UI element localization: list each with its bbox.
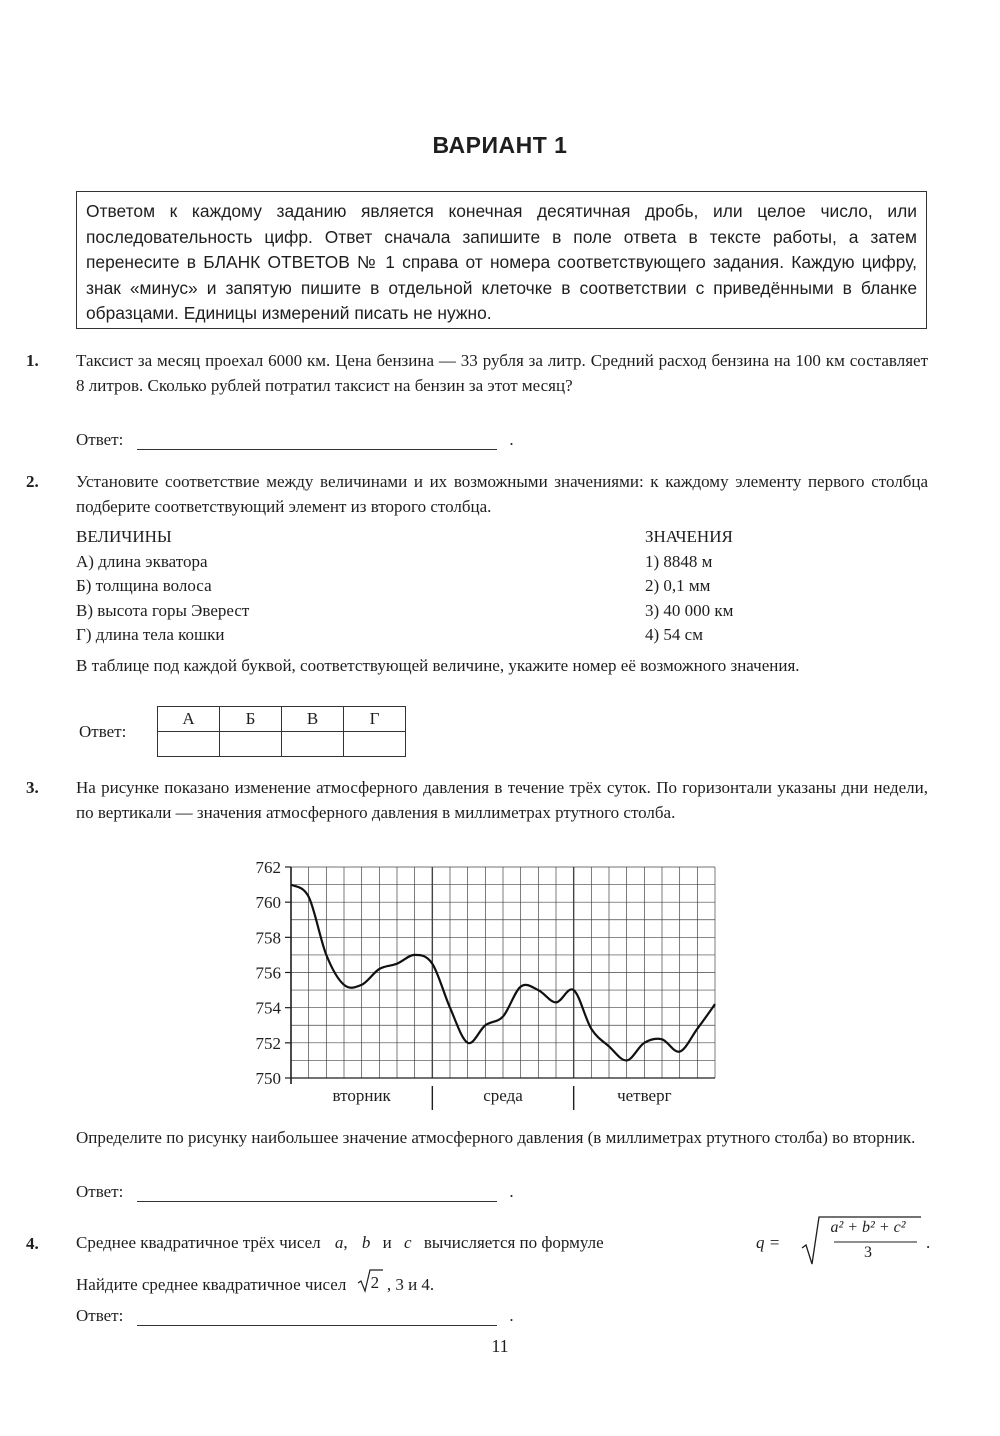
y-tick-label: 752 — [255, 1033, 281, 1053]
value-item: 1) 8848 м — [645, 551, 713, 571]
formula-numerator: a² + b² + c² — [830, 1219, 906, 1236]
y-tick-label: 762 — [255, 858, 281, 877]
question-4-text-before: Среднее квадратичное трёх чисел — [76, 1233, 321, 1252]
answer-cell-a[interactable] — [158, 732, 220, 757]
question-4-text-middle: вычисляется по формуле — [423, 1233, 604, 1252]
formula-denominator: 3 — [864, 1244, 872, 1261]
formula-end: . — [926, 1233, 931, 1252]
quantities-header: ВЕЛИЧИНЫ — [76, 527, 172, 546]
values-header: ЗНАЧЕНИЯ — [645, 527, 733, 546]
y-tick-label: 758 — [255, 928, 281, 948]
answer-dot: . — [509, 1182, 514, 1201]
question-1-answer-row — [76, 430, 514, 450]
table-letter: В — [282, 707, 344, 732]
sqrt-argument: 2 — [370, 1273, 380, 1292]
quantity-item: А) длина экватора — [76, 551, 208, 571]
quantity-item: Г) длина тела кошки — [76, 625, 225, 644]
question-4-find-line — [76, 1273, 434, 1295]
question-2-number: 2. — [26, 472, 39, 491]
question-1-answer-field[interactable] — [137, 431, 497, 450]
page-title: ВАРИАНТ 1 — [432, 132, 568, 158]
question-3-answer-row — [76, 1182, 514, 1202]
value-item: 2) 0,1 мм — [645, 576, 711, 595]
table-letter: Г — [344, 707, 406, 732]
day-label: вторник — [332, 1086, 391, 1105]
var-c: c — [404, 1233, 412, 1252]
question-1-text: Таксист за месяц проехал 6000 км. Цена бензина — 33 рубля за литр. Средний расход бензина на 100 км составляет 8 литров. Сколько рублей потратил таксист на бензин за этот месяц? — [76, 351, 928, 395]
answer-label: Ответ: — [76, 1182, 124, 1201]
separator: , — [343, 1233, 348, 1252]
answer-label: Ответ: — [76, 1306, 124, 1325]
question-3-question: Определите по рисунку наибольшее значение атмосферного давления (в миллиметрах ртутного столба) во вторник. — [76, 1128, 916, 1147]
answer-label: Ответ: — [76, 430, 124, 449]
table-letter: А — [158, 707, 220, 732]
sqrt-two — [357, 1273, 383, 1293]
answer-cell-b[interactable] — [220, 732, 282, 757]
y-tick-label: 760 — [255, 893, 281, 913]
question-4-line — [76, 1212, 956, 1268]
page-number: 11 — [491, 1336, 509, 1356]
question-3-number: 3. — [26, 778, 39, 797]
pressure-chart — [236, 852, 726, 1123]
question-2-text: Установите соответствие между величинами и их возможными значениями: к каждому элементу первого столбца подберите соответствующий элемент из второго столбца. — [76, 472, 928, 516]
values-column — [645, 525, 733, 648]
y-tick-label: 750 — [255, 1069, 281, 1088]
question-3-answer-field[interactable] — [137, 1183, 497, 1202]
question-2-answer-table — [157, 706, 406, 757]
question-1-number: 1. — [26, 351, 39, 370]
quantity-item: В) высота горы Эверест — [76, 600, 250, 620]
pressure-chart-svg — [236, 852, 726, 1118]
day-label: четверг — [617, 1086, 672, 1105]
and-word: и — [382, 1233, 392, 1252]
formula-lhs: q = — [756, 1233, 781, 1252]
y-tick-label: 756 — [255, 963, 281, 983]
y-tick-label: 754 — [255, 998, 281, 1018]
question-4-answer-field[interactable] — [137, 1307, 497, 1326]
day-label: среда — [483, 1086, 523, 1105]
quantity-item: Б) толщина волоса — [76, 576, 212, 595]
quantities-column — [76, 525, 249, 648]
value-item: 4) 54 см — [645, 625, 703, 644]
question-4-find-text: Найдите среднее квадратичное чисел — [76, 1275, 347, 1294]
answer-dot: . — [509, 1306, 514, 1325]
answer-cell-g[interactable] — [344, 732, 406, 757]
question-2-answer-label: Ответ: — [79, 722, 127, 741]
table-letter: Б — [220, 707, 282, 732]
question-4-answer-row — [76, 1306, 514, 1326]
instructions-box: Ответом к каждому заданию является конечная десятичная дробь, или целое число, или последовательность цифр. Ответ сначала запишите в поле ответа в тексте работы, а затем перенесите в БЛАНК ОТВЕТОВ № 1 справа от номера соответствующего задания. Каждую цифру, знак «минус» и запятую пишите в отдельной клеточке в соответствии с приведёнными в бланке образцами. Единицы измерений писать не нужно. — [76, 191, 927, 329]
answer-cell-v[interactable] — [282, 732, 344, 757]
var-b: b — [361, 1233, 371, 1252]
question-2-table-note: В таблице под каждой буквой, соответствующей величине, укажите номер её возможного значения. — [76, 656, 800, 675]
value-item: 3) 40 000 км — [645, 600, 734, 620]
var-a: a — [334, 1233, 344, 1252]
answer-dot: . — [509, 430, 514, 449]
question-3-text: На рисунке показано изменение атмосферного давления в течение трёх суток. По горизонтали указаны дни недели, по вертикали — значения атмосферного давления в миллиметрах ртутного столба. — [76, 778, 928, 822]
question-4-number: 4. — [26, 1234, 39, 1253]
question-4-find-after: , 3 и 4. — [386, 1275, 435, 1294]
